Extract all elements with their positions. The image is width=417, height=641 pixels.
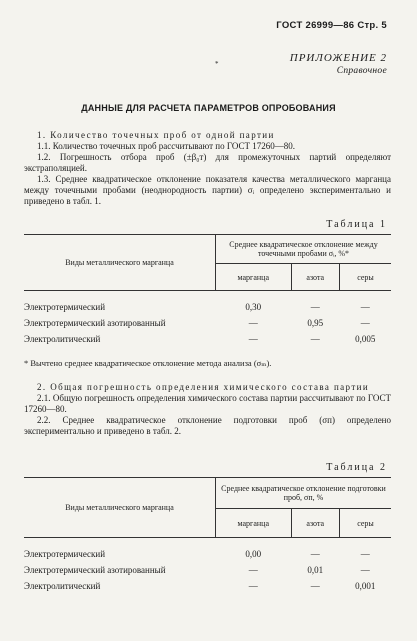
- table-cell: 0,95: [307, 318, 324, 328]
- table-cell: —: [310, 549, 320, 559]
- table-2-subheader: азота: [291, 509, 339, 538]
- table-cell-label: Электротермический азотированный: [24, 565, 166, 575]
- table-1: [24, 234, 391, 347]
- paragraph-2-2: 2.2. Среднее квадратическое отклонение подготовки проб (σп) определено экспериментально и приведено в табл. 2.: [24, 415, 391, 436]
- section-1: [24, 130, 391, 207]
- table-1-footnote: * Вычтено среднее квадратическое отклонение метода анализа (σₘ).: [24, 358, 272, 368]
- table-cell: 0,01: [307, 565, 324, 575]
- table-1-col-header: Виды металлического марганца: [24, 235, 216, 291]
- table-row: [24, 299, 391, 315]
- table-cell: —: [248, 581, 258, 591]
- appendix-title: ПРИЛОЖЕНИЕ 2: [289, 52, 387, 64]
- section-2-heading: 2. Общая погрешность определения химического состава партии: [37, 382, 370, 392]
- section-1-heading: 1. Количество точечных проб от одной партии: [37, 130, 275, 140]
- table-cell: —: [248, 565, 258, 575]
- table-row: [24, 546, 391, 562]
- table-cell: —: [360, 302, 370, 312]
- section-2: [24, 382, 391, 437]
- paragraph-1-3: 1.3. Среднее квадратическое отклонение показателя качества металлического марганца между точечными пробами (неоднородность партии) σᵢ определено экспериментально и приведено в табл. 1.: [24, 174, 391, 206]
- table-2-caption: Таблица 2: [326, 462, 387, 473]
- table-cell-label: Электролитический: [24, 334, 101, 344]
- table-2-subheader: марганца: [216, 509, 292, 538]
- table-row: [24, 331, 391, 347]
- table-1-group-header: Среднее квадратическое отклонение между точечными пробами σᵢ, %*: [216, 235, 392, 264]
- table-cell: 0,005: [355, 334, 376, 344]
- table-cell: 0,001: [355, 581, 376, 591]
- table-cell: —: [310, 581, 320, 591]
- paragraph-1-1: 1.1. Количество точечных проб рассчитывают по ГОСТ 17260—80.: [37, 141, 295, 151]
- table-cell: —: [360, 565, 370, 575]
- table-cell-label: Электротермический: [24, 302, 106, 312]
- appendix-subtitle: Справочное: [336, 66, 387, 76]
- table-cell: 0,30: [245, 302, 262, 312]
- table-2: [24, 477, 391, 594]
- table-cell: —: [248, 334, 258, 344]
- table-row: [24, 562, 391, 578]
- paragraph-1-2: 1.2. Погрешность отбора проб (±β₀т) для промежуточных партий определяют экстраполяцией.: [24, 152, 391, 173]
- table-1-caption: Таблица 1: [326, 219, 387, 230]
- table-cell: —: [360, 549, 370, 559]
- paragraph-2-1: 2.1. Общую погрешность определения химического состава партии рассчитывают по ГОСТ 17260—80.: [24, 393, 391, 414]
- table-row: [24, 578, 391, 594]
- page-header: ГОСТ 26999—86 Стр. 5: [276, 20, 387, 31]
- table-cell-label: Электротермический азотированный: [24, 318, 166, 328]
- table-cell: —: [360, 318, 370, 328]
- table-cell: 0,00: [245, 549, 262, 559]
- table-2-col-header: Виды металлического марганца: [24, 478, 216, 538]
- table-row: [24, 315, 391, 331]
- table-cell: —: [248, 318, 258, 328]
- table-cell: —: [310, 302, 320, 312]
- table-cell: —: [310, 334, 320, 344]
- table-1-subheader: азота: [291, 264, 339, 291]
- page-mark: *: [215, 60, 219, 68]
- document-title: ДАННЫЕ ДЛЯ РАСЧЕТА ПАРАМЕТРОВ ОПРОБОВАНИЯ: [81, 103, 336, 113]
- table-1-subheader: марганца: [216, 264, 292, 291]
- table-2-group-header: Среднее квадратическое отклонение подготовки проб, σп, %: [216, 478, 392, 509]
- appendix-block: [290, 52, 387, 76]
- table-cell-label: Электролитический: [24, 581, 101, 591]
- table-1-subheader: серы: [339, 264, 391, 291]
- table-2-subheader: серы: [339, 509, 391, 538]
- table-cell-label: Электротермический: [24, 549, 106, 559]
